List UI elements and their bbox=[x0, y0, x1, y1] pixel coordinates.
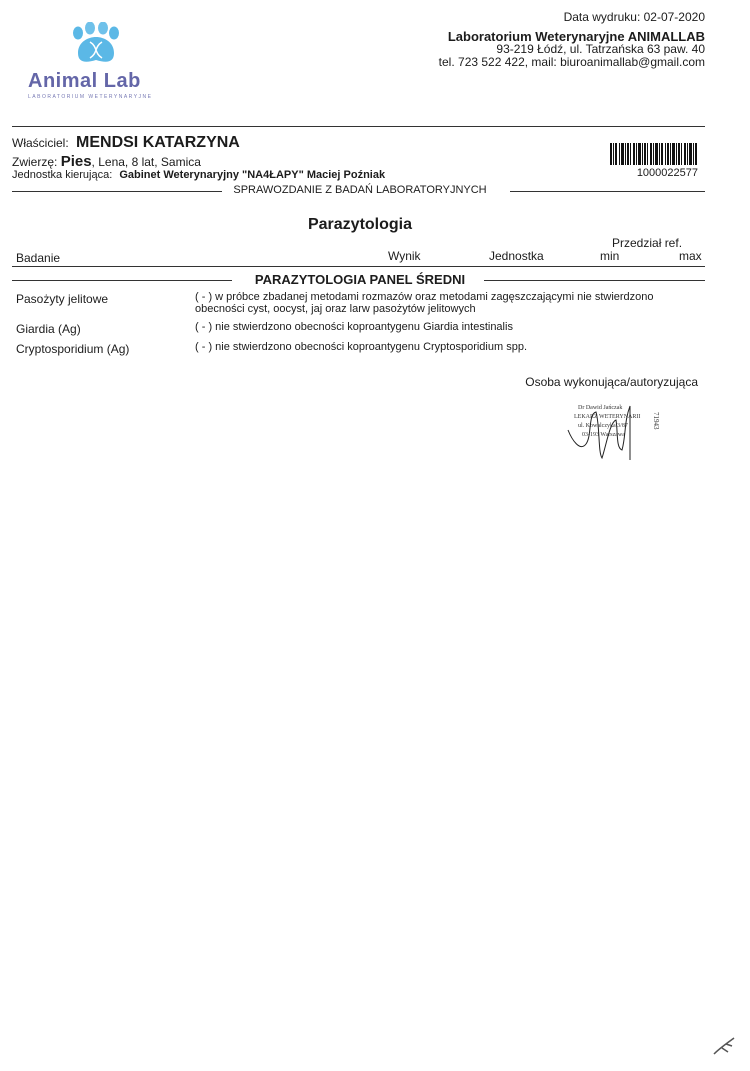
referring-unit-row bbox=[12, 169, 385, 181]
col-result: Wynik bbox=[388, 249, 421, 263]
referring-unit-name: Gabinet Weterynaryjny "NA4ŁAPY" Maciej Poźniak bbox=[119, 169, 386, 181]
animal-lab-logo bbox=[28, 22, 168, 104]
stamp-line-2: LEKARZ WETERYNARII bbox=[574, 414, 641, 420]
test-name: Pasożyty jelitowe bbox=[16, 292, 109, 306]
section-title: Parazytologia bbox=[307, 216, 413, 233]
logo-subtitle: LABORATORIUM WETERYNARYJNE bbox=[28, 94, 153, 100]
report-title: SPRAWOZDANIE Z BADAŃ LABORATORYJNYCH bbox=[233, 184, 487, 196]
stamp-number: 71943 bbox=[652, 412, 660, 430]
barcode bbox=[610, 143, 698, 165]
columns-divider bbox=[12, 266, 705, 267]
test-name: Cryptosporidium (Ag) bbox=[16, 342, 130, 356]
report-title-rule-right bbox=[510, 191, 705, 192]
lab-contact: tel. 723 522 422, mail: biuroanimallab@gmail.com bbox=[438, 55, 705, 69]
test-result bbox=[195, 291, 695, 315]
lab-info bbox=[439, 30, 705, 69]
animal-species: Pies bbox=[60, 153, 92, 170]
panel-title: PARAZYTOLOGIA PANEL ŚREDNI bbox=[254, 272, 466, 287]
animal-row bbox=[12, 153, 201, 170]
paw-icon bbox=[28, 22, 168, 70]
barcode-number: 1000022577 bbox=[636, 167, 698, 179]
signature-stamp bbox=[558, 392, 668, 462]
header-divider bbox=[12, 126, 705, 127]
test-result bbox=[195, 321, 695, 333]
signer-label: Osoba wykonująca/autoryzująca bbox=[525, 375, 698, 389]
col-max: max bbox=[679, 249, 702, 263]
test-result-line: ( - ) w próbce zbadanej metodami rozmazów oraz metodami zagęszczającymi nie stwierdzono bbox=[195, 291, 654, 303]
test-result-line: ( - ) nie stwierdzono obecności koproantygenu Cryptosporidium spp. bbox=[195, 341, 527, 353]
logo-title: Animal Lab bbox=[28, 70, 141, 92]
col-min: min bbox=[600, 249, 620, 263]
corner-mark-icon bbox=[712, 1034, 738, 1056]
test-result bbox=[195, 341, 695, 353]
stamp-line-4: 03-193 Warszawa bbox=[582, 432, 625, 438]
col-unit: Jednostka bbox=[489, 249, 544, 263]
col-ref-range: Przedział ref. bbox=[612, 236, 683, 250]
col-test: Badanie bbox=[16, 251, 61, 265]
print-date: Data wydruku: 02-07-2020 bbox=[563, 10, 705, 24]
owner-name: MENDSI KATARZYNA bbox=[76, 134, 240, 151]
referring-unit-label: Jednostka kierująca: bbox=[12, 169, 113, 181]
stamp-line-3: ul. Kowalczyka 3/87 bbox=[578, 423, 628, 429]
owner-row bbox=[12, 134, 240, 152]
test-result-line: ( - ) nie stwierdzono obecności koproantygenu Giardia intestinalis bbox=[195, 321, 513, 333]
owner-label: Właściciel: bbox=[12, 136, 69, 150]
lab-address: 93-219 Łódź, ul. Tatrzańska 63 paw. 40 bbox=[496, 42, 705, 56]
test-result-line: obecności cyst, oocyst, jaj oraz larw pasożytów jelitowych bbox=[195, 303, 476, 315]
animal-label: Zwierzę: bbox=[12, 155, 58, 169]
test-name: Giardia (Ag) bbox=[16, 322, 81, 336]
panel-title-rule-right bbox=[484, 280, 705, 281]
animal-details: , Lena, 8 lat, Samica bbox=[91, 155, 201, 169]
stamp-line-1: Dr Dawid Jańczak bbox=[578, 405, 623, 411]
lab-name: Laboratorium Weterynaryjne ANIMALLAB bbox=[447, 29, 705, 44]
